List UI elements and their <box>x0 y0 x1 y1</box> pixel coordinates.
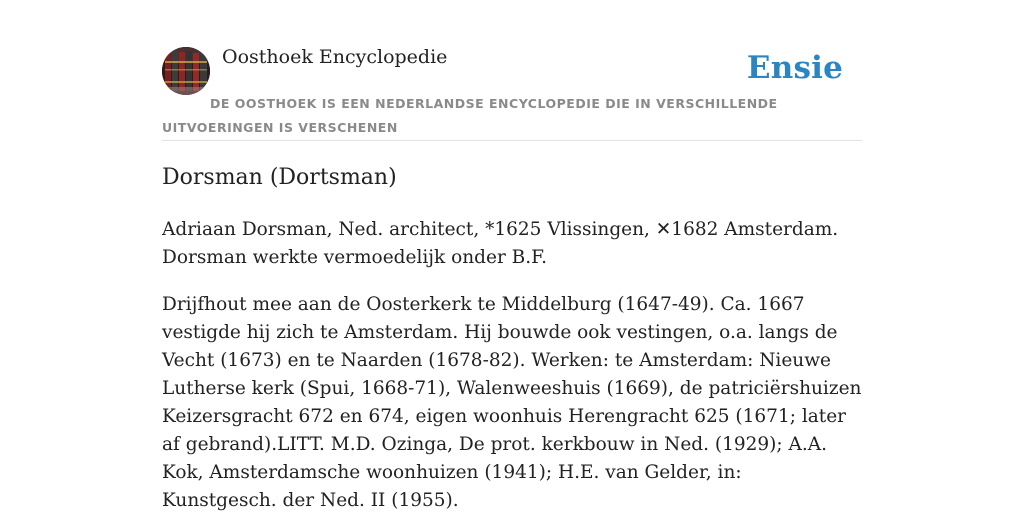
article-paragraph-1: Adriaan Dorsman, Ned. architect, *1625 Vlissingen, ✕1682 Amsterdam. Dorsman werkte vermoedelijk onder B.F. <box>162 219 839 268</box>
site-tagline: DE OOSTHOEK IS EEN NEDERLANDSE ENCYCLOPEDIE DIE IN VERSCHILLENDE UITVOERINGEN IS VERSCHENEN <box>162 96 778 135</box>
site-name[interactable]: Oosthoek Encyclopedie <box>222 46 448 68</box>
page-title: Dorsman (Dortsman) <box>162 165 397 190</box>
brand-logo[interactable]: Ensie <box>746 50 843 86</box>
article-paragraph-2: Drijfhout mee aan de Oosterkerk te Middelburg (1647-49). Ca. 1667 vestigde hij zich te Amsterdam. Hij bouwde ook vestingen, o.a. langs de Vecht (1673) en te Naarden (1678-82). Werken: te Amsterdam: Nieuwe Lutherse kerk (Spui, 1668-71), Walenweeshuis (1669), de patriciërshuizen Keizersgracht 672 en 674, eigen woonhuis Herengracht 625 (1671; later af gebrand).LITT. M.D. Ozinga, De prot. kerkbouw in Ned. (1929); A.A. Kok, Amsterdamsche woonhuizen (1941); H.E. van Gelder, in: Kunstgesch. der Ned. II (1955). <box>162 294 862 511</box>
book-spines-icon[interactable] <box>162 47 210 95</box>
header <box>162 40 862 141</box>
